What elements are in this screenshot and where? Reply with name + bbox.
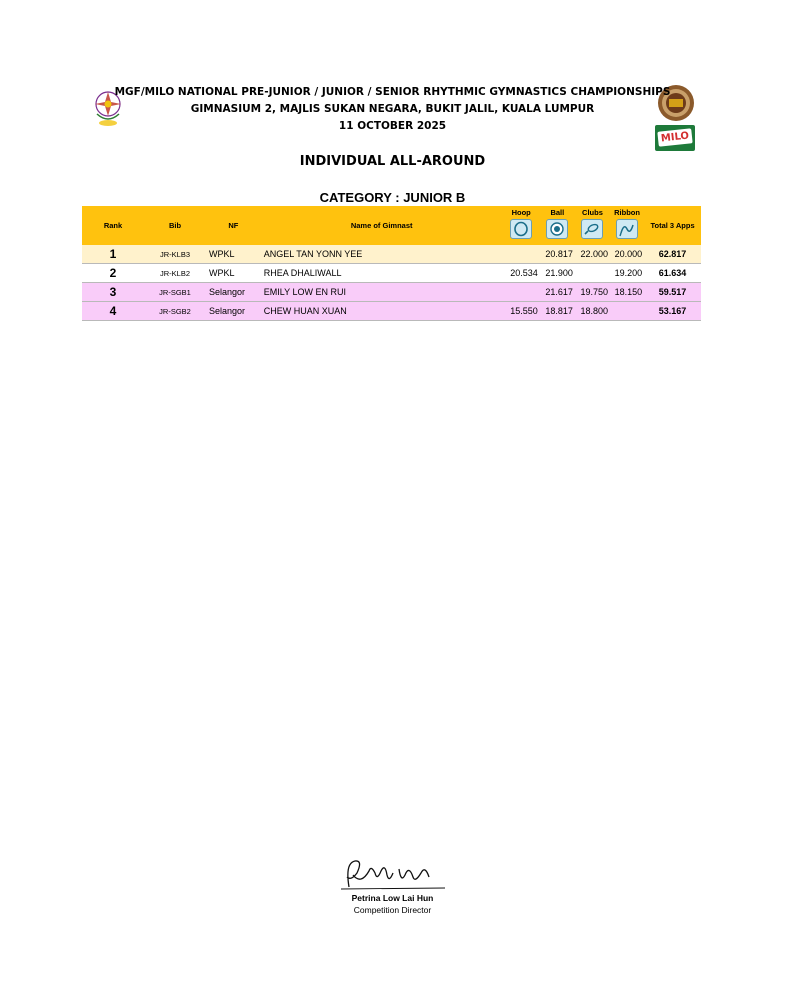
cell-ribbon	[610, 302, 644, 321]
cell-ribbon: 20.000	[610, 245, 644, 264]
header-total: Total 3 Apps	[650, 221, 695, 230]
category-title: CATEGORY : JUNIOR B	[319, 190, 466, 205]
header-ribbon	[610, 206, 644, 245]
cell-rank: 2	[82, 264, 144, 283]
cell-name: CHEW HUAN XUAN	[261, 302, 503, 321]
header-name: Name of Gimnast	[350, 221, 413, 230]
cell-hoop: 15.550	[503, 302, 540, 321]
table-row	[82, 283, 701, 302]
cell-nf: WPKL	[206, 245, 261, 264]
clubs-icon	[581, 219, 603, 239]
cell-name: RHEA DHALIWALL	[261, 264, 503, 283]
cell-rank: 3	[82, 283, 144, 302]
signatory-title: Competition Director	[353, 905, 432, 915]
header-hoop-label: Hoop	[511, 208, 531, 217]
milo-wordmark: MILO	[657, 128, 692, 146]
cell-name: EMILY LOW EN RUI	[261, 283, 503, 302]
results-table	[82, 206, 701, 321]
table-row	[82, 302, 701, 321]
event-title: MGF/MILO NATIONAL PRE-JUNIOR / JUNIOR / SENIOR RHYTHMIC GYMNASTICS CHAMPIONSHIPS	[114, 86, 671, 98]
table-row	[82, 264, 701, 283]
cell-ball: 20.817	[540, 245, 575, 264]
table-header-row	[82, 206, 701, 245]
cell-clubs: 19.750	[575, 283, 610, 302]
cell-clubs: 18.800	[575, 302, 610, 321]
event-date: 11 OCTOBER 2025	[338, 120, 447, 132]
event-venue: GIMNASIUM 2, MAJLIS SUKAN NEGARA, BUKIT JALIL, KUALA LUMPUR	[190, 103, 595, 115]
cell-ribbon: 19.200	[610, 264, 644, 283]
cell-bib: JR-SGB1	[144, 283, 206, 302]
header-clubs-label: Clubs	[582, 208, 603, 217]
cell-hoop	[503, 245, 540, 264]
cell-total: 53.167	[644, 302, 701, 321]
ball-icon	[546, 219, 568, 239]
header-hoop	[503, 206, 540, 245]
cell-ribbon: 18.150	[610, 283, 644, 302]
signatory-name: Petrina Low Lai Hun	[351, 893, 434, 903]
section-title: INDIVIDUAL ALL-AROUND	[299, 154, 486, 169]
cell-rank: 4	[82, 302, 144, 321]
table-row	[82, 245, 701, 264]
cell-nf: WPKL	[206, 264, 261, 283]
header-nf: NF	[228, 221, 239, 230]
cell-total: 62.817	[644, 245, 701, 264]
cell-hoop: 20.534	[503, 264, 540, 283]
cell-ball: 21.900	[540, 264, 575, 283]
cell-ball: 21.617	[540, 283, 575, 302]
cell-ball: 18.817	[540, 302, 575, 321]
ribbon-icon	[616, 219, 638, 239]
hoop-icon	[510, 219, 532, 239]
cell-total: 59.517	[644, 283, 701, 302]
cell-rank: 1	[82, 245, 144, 264]
header-bib: Bib	[168, 221, 182, 230]
cell-total: 61.634	[644, 264, 701, 283]
header-rank: Rank	[103, 221, 123, 230]
header-clubs	[575, 206, 610, 245]
cell-bib: JR-KLB3	[144, 245, 206, 264]
cell-nf: Selangor	[206, 283, 261, 302]
cell-nf: Selangor	[206, 302, 261, 321]
header-ball	[540, 206, 575, 245]
header-ribbon-label: Ribbon	[614, 208, 640, 217]
cell-hoop	[503, 283, 540, 302]
cell-clubs: 22.000	[575, 245, 610, 264]
cell-clubs	[575, 264, 610, 283]
cell-bib: JR-KLB2	[144, 264, 206, 283]
cell-name: ANGEL TAN YONN YEE	[261, 245, 503, 264]
cell-bib: JR-SGB2	[144, 302, 206, 321]
header-ball-label: Ball	[550, 208, 565, 217]
